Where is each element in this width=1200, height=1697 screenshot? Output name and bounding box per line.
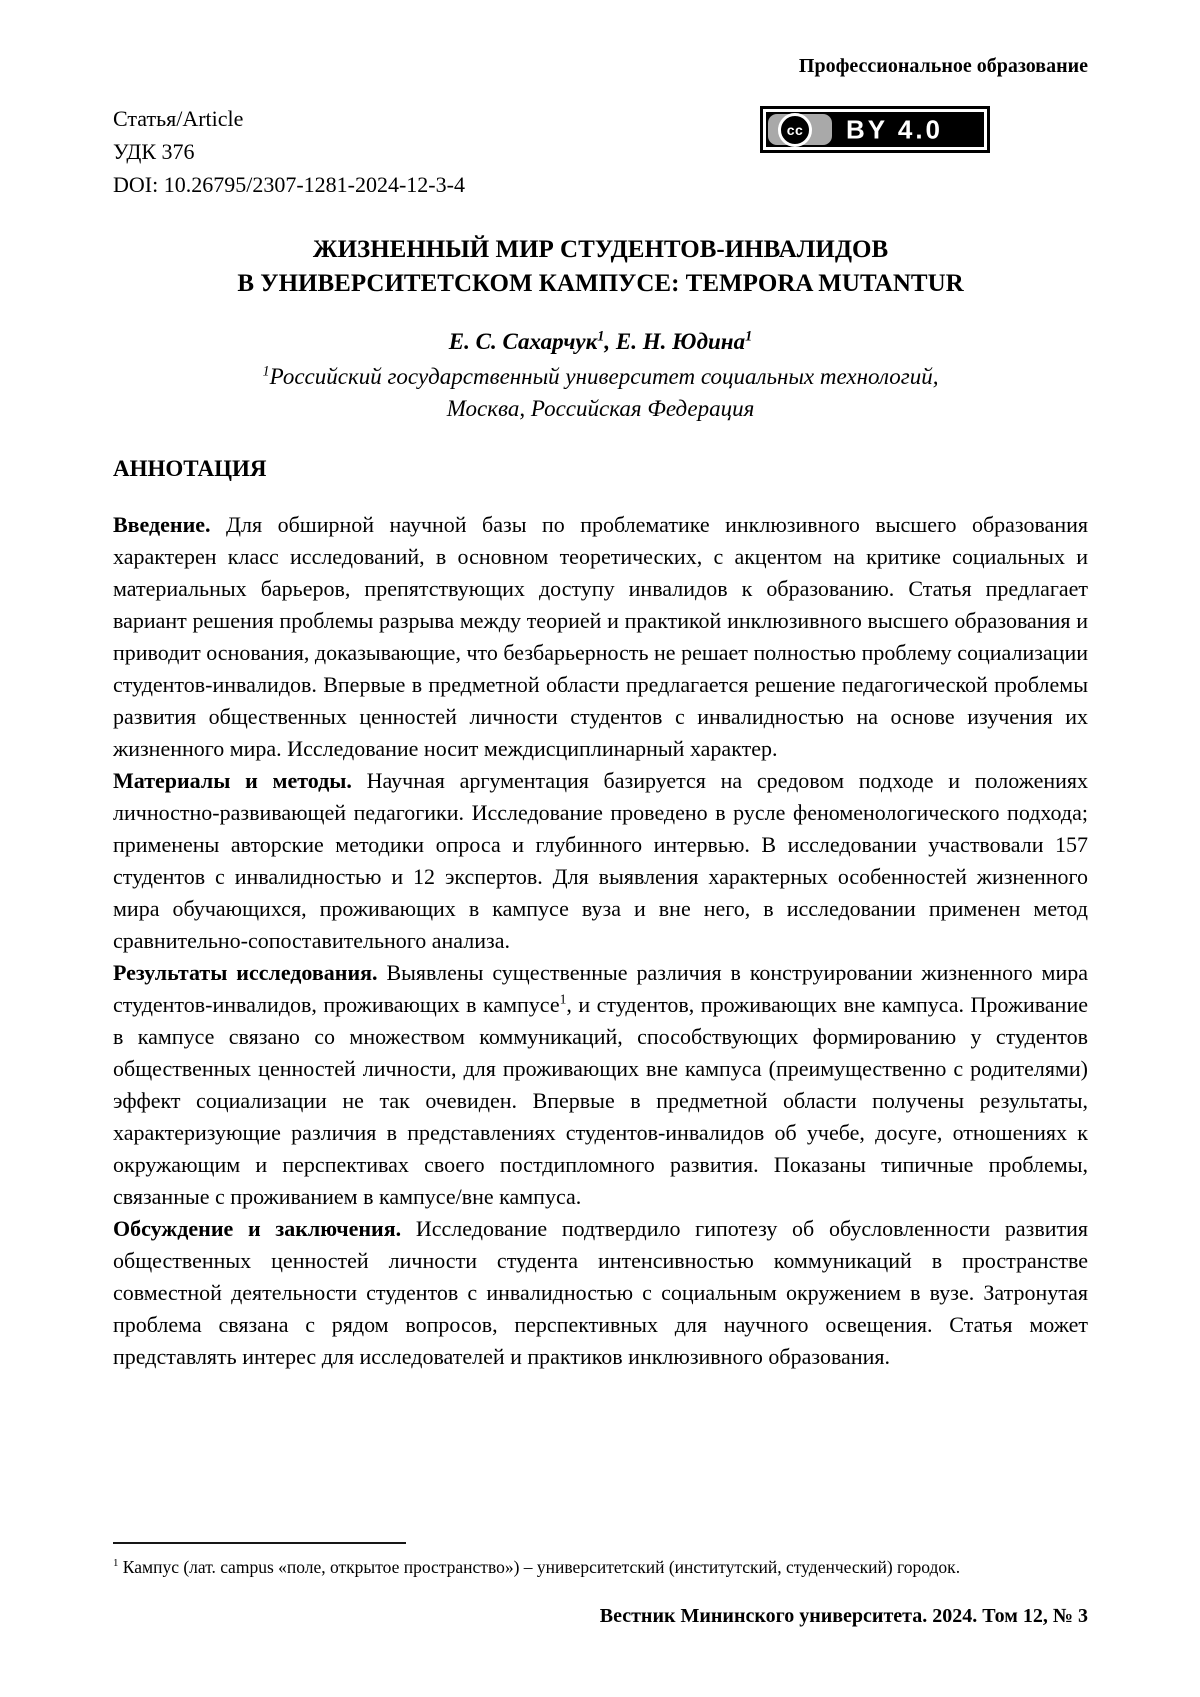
cc-icon: cc	[778, 113, 812, 147]
cc-badge-inner	[766, 112, 984, 147]
author-1-affiliation-marker: 1	[597, 328, 605, 345]
abstract-body	[113, 509, 1088, 1373]
footnote-reference-marker: 1	[559, 991, 567, 1007]
author-1-name: Е. С. Сахарчук	[448, 329, 598, 354]
journal-section-heading: Профессиональное образование	[798, 55, 1088, 77]
affiliation-block	[113, 361, 1088, 425]
article-meta-block	[113, 102, 465, 201]
author-2	[604, 329, 752, 354]
affiliation-institution: Российский государственный университет социальных технологий,	[269, 364, 939, 389]
abstract-paragraph-results	[113, 957, 1088, 1213]
affiliation-marker: 1	[262, 363, 270, 380]
paragraph-text: Исследование подтвердило гипотезу об обусловленности развития общественных ценностей личности студента интенсивностью коммуникаций в пространстве совместной деятельности студентов с инвалидностью с социальным окружением в вузе. Затронутая проблема связана с рядом вопросов, перспективных для научного освещения. Статья может представлять интерес для исследователей и практиков инклюзивного образования.	[113, 1216, 1089, 1369]
article-title	[113, 233, 1088, 301]
journal-footer: Вестник Мининского университета. 2024. Том 12, № 3	[599, 1605, 1088, 1627]
paragraph-text: Научная аргументация базируется на средовом подходе и положениях личностно-развивающей педагогики. Исследование проведено в русле феноменологического подхода; применены авторские методики опроса и глубинного интервью. В исследовании участвовали 157 студентов с инвалидностью и 12 экспертов. Для выявления характерных особенностей жизненного мира обучающихся, проживающих в кампусе вуза и вне него, в исследовании применен метод сравнительно-сопоставительного анализа.	[113, 768, 1088, 953]
paragraph-text: Выявлены существенные различия в конструировании жизненного мира студентов-инвалидов, проживающих в кампусе	[113, 960, 1089, 1017]
affiliation-line-1	[113, 361, 1088, 393]
footnote	[113, 1556, 1088, 1578]
article-type: Статья/Article	[113, 106, 244, 131]
footnote-divider	[113, 1542, 406, 1544]
meta-row	[113, 102, 1088, 201]
footnote-marker: 1	[113, 1557, 119, 1570]
abstract-paragraph-materials-methods	[113, 765, 1088, 957]
cc-license-badge	[760, 106, 990, 153]
article-title-line-1: ЖИЗНЕННЫЙ МИР СТУДЕНТОВ-ИНВАЛИДОВ	[312, 236, 889, 263]
footnote-text: Кампус (лат. campus «поле, открытое пространство») – университетский (институтский, студенческий) городок.	[122, 1557, 961, 1577]
affiliation-line-2: Москва, Российская Федерация	[446, 396, 755, 421]
paragraph-label: Обсуждение и заключения.	[113, 1216, 402, 1241]
author-2-name: , Е. Н. Юдина	[604, 329, 746, 354]
authors-line	[113, 327, 1088, 357]
paragraph-label: Результаты исследования.	[113, 960, 378, 985]
footnote-area	[113, 1542, 1088, 1628]
abstract-heading: АННОТАЦИЯ	[113, 456, 267, 481]
article-title-line-2: В УНИВЕРСИТЕТСКОМ КАМПУСЕ: TEMPORA MUTANTUR	[237, 270, 964, 297]
paragraph-text: Для обширной научной базы по проблематике инклюзивного высшего образования характерен класс исследований, в основном теоретических, с акцентом на критике социальных и материальных барьеров, препятствующих доступу инвалидов к образованию. Статья предлагает вариант решения проблемы разрыва между теорией и практикой инклюзивного высшего образования и приводит основания, доказывающие, что безбарьерность не решает полностью проблему социализации студентов-инвалидов. Впервые в предметной области предлагается решение педагогической проблемы развития общественных ценностей личности студентов с инвалидностью на основе изучения их жизненного мира. Исследование носит междисциплинарный характер.	[113, 512, 1088, 761]
paragraph-label: Введение.	[113, 512, 211, 537]
author-1	[449, 329, 605, 354]
paragraph-text: , и студентов, проживающих вне кампуса. Проживание в кампусе связано со множеством коммуникаций, способствующих формированию у студентов общественных ценностей личности, для проживающих вне кампуса (преимущественно с родителями) эффект социализации не так очевиден. Впервые в предметной области получены результаты, характеризующие различия в представлениях студентов-инвалидов об учебе, досуге, отношениях к окружающим и перспективах своего постдипломного развития. Показаны типичные проблемы, связанные с проживанием в кампусе/вне кампуса.	[113, 992, 1088, 1209]
udk-number: УДК 376	[113, 139, 195, 164]
abstract-paragraph-introduction	[113, 509, 1088, 765]
doi-line: DOI: 10.26795/2307-1281-2024-12-3-4	[113, 172, 465, 197]
paragraph-label: Материалы и методы.	[113, 768, 352, 793]
abstract-paragraph-discussion-conclusions	[113, 1213, 1088, 1373]
cc-license-label: BY 4.0	[846, 114, 944, 144]
author-2-affiliation-marker: 1	[745, 328, 753, 345]
